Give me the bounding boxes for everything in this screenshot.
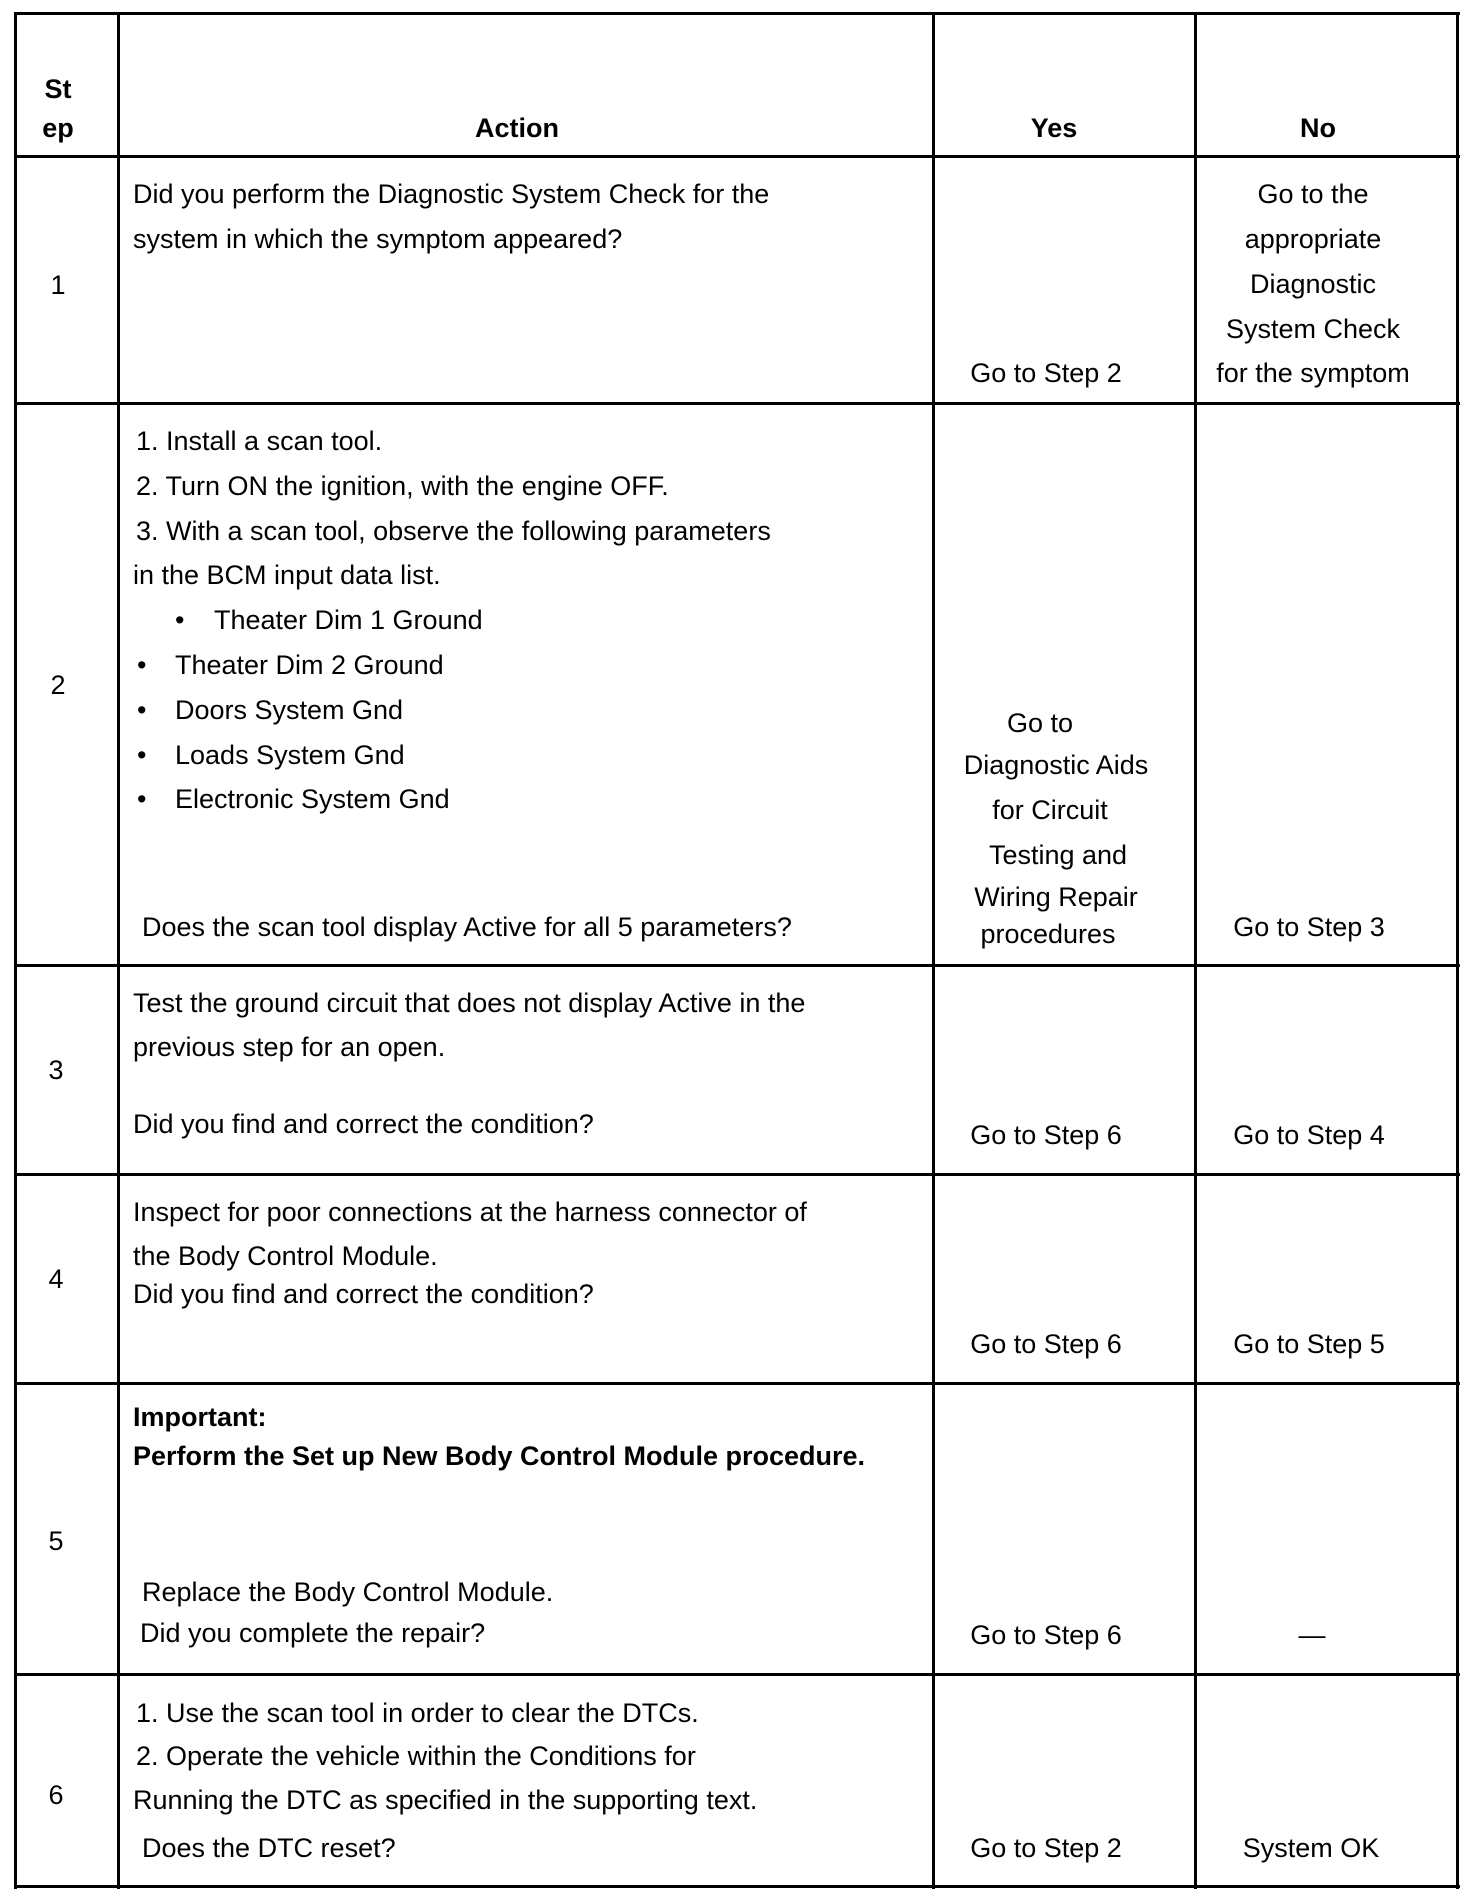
- parameter-item: Doors System Gnd: [175, 695, 404, 725]
- bullet-icon: •: [137, 784, 147, 814]
- no-result: for the symptom: [1216, 358, 1410, 388]
- yes-result: Wiring Repair: [974, 882, 1138, 912]
- action-text: 2. Turn ON the ignition, with the engine OFF.: [136, 471, 669, 501]
- no-result: —: [1298, 1620, 1326, 1650]
- header-action: Action: [475, 113, 559, 143]
- no-result: Go to the: [1257, 179, 1369, 209]
- action-text: Running the DTC as specified in the supporting text.: [133, 1785, 758, 1815]
- yes-result: procedures: [980, 919, 1116, 949]
- no-result: System OK: [1242, 1833, 1380, 1863]
- yes-result: for Circuit: [992, 795, 1108, 825]
- table-border-top: [14, 12, 1460, 15]
- bullet-icon: •: [175, 605, 185, 635]
- parameter-item: Loads System Gnd: [175, 740, 405, 770]
- table-border-bottom: [14, 1885, 1460, 1888]
- important-note: Perform the Set up New Body Control Module procedure.: [133, 1441, 866, 1471]
- column-divider: [1456, 14, 1459, 1889]
- action-text: 2. Operate the vehicle within the Conditions for: [136, 1741, 696, 1771]
- yes-result: Go to Step 6: [970, 1329, 1122, 1359]
- no-result: Go to Step 4: [1233, 1120, 1385, 1150]
- yes-result: Go to: [1006, 708, 1074, 738]
- step-number: 6: [48, 1780, 64, 1810]
- bullet-icon: •: [137, 740, 147, 770]
- action-text: 3. With a scan tool, observe the following parameters: [136, 516, 771, 546]
- action-question: Does the DTC reset?: [142, 1833, 396, 1863]
- yes-result: Diagnostic Aids: [963, 750, 1149, 780]
- action-question: Did you complete the repair?: [140, 1618, 486, 1648]
- row-divider: [14, 1382, 1460, 1385]
- header-yes: Yes: [1030, 113, 1078, 143]
- step-number: 1: [50, 270, 66, 300]
- parameter-item: Theater Dim 2 Ground: [175, 650, 444, 680]
- step-number: 3: [48, 1055, 64, 1085]
- action-question: Did you find and correct the condition?: [133, 1279, 594, 1309]
- parameter-item: Theater Dim 1 Ground: [214, 605, 483, 635]
- action-text: 1. Install a scan tool.: [136, 426, 383, 456]
- action-question: Did you find and correct the condition?: [133, 1109, 594, 1139]
- action-question: Does the scan tool display Active for all 5 parameters?: [142, 912, 792, 942]
- column-divider: [14, 14, 17, 1889]
- action-text: previous step for an open.: [133, 1032, 446, 1062]
- row-divider: [14, 402, 1460, 405]
- row-divider: [14, 964, 1460, 967]
- yes-result: Go to Step 6: [970, 1120, 1122, 1150]
- action-text: the Body Control Module.: [133, 1241, 438, 1271]
- step-number: 4: [48, 1264, 64, 1294]
- no-result: System Check: [1225, 314, 1401, 344]
- action-text: system in which the symptom appeared?: [133, 224, 623, 254]
- row-divider: [14, 1673, 1460, 1676]
- no-result: Diagnostic: [1249, 269, 1377, 299]
- no-result: Go to Step 5: [1233, 1329, 1385, 1359]
- yes-result: Go to Step 2: [970, 358, 1122, 388]
- row-divider: [14, 1173, 1460, 1176]
- column-divider: [117, 14, 120, 1889]
- bullet-icon: •: [137, 695, 147, 725]
- bullet-icon: •: [137, 650, 147, 680]
- action-text: Inspect for poor connections at the harness connector of: [133, 1197, 807, 1227]
- column-divider: [932, 14, 935, 1889]
- column-divider: [1194, 14, 1197, 1889]
- important-label: Important:: [133, 1402, 267, 1432]
- action-text: in the BCM input data list.: [133, 560, 441, 590]
- action-text: 1. Use the scan tool in order to clear the DTCs.: [136, 1698, 699, 1728]
- header-step-line2: ep: [42, 113, 74, 143]
- action-text: Test the ground circuit that does not display Active in the: [133, 988, 806, 1018]
- action-text: Replace the Body Control Module.: [142, 1577, 554, 1607]
- yes-result: Testing and: [988, 840, 1128, 870]
- no-result: Go to Step 3: [1233, 912, 1385, 942]
- yes-result: Go to Step 6: [970, 1620, 1122, 1650]
- header-no: No: [1300, 113, 1336, 143]
- parameter-item: Electronic System Gnd: [175, 784, 450, 814]
- step-number: 2: [50, 670, 66, 700]
- header-divider: [14, 155, 1460, 158]
- step-number: 5: [48, 1526, 64, 1556]
- header-step-line1: St: [44, 74, 72, 104]
- no-result: appropriate: [1244, 224, 1382, 254]
- action-text: Did you perform the Diagnostic System Check for the: [133, 179, 770, 209]
- yes-result: Go to Step 2: [970, 1833, 1122, 1863]
